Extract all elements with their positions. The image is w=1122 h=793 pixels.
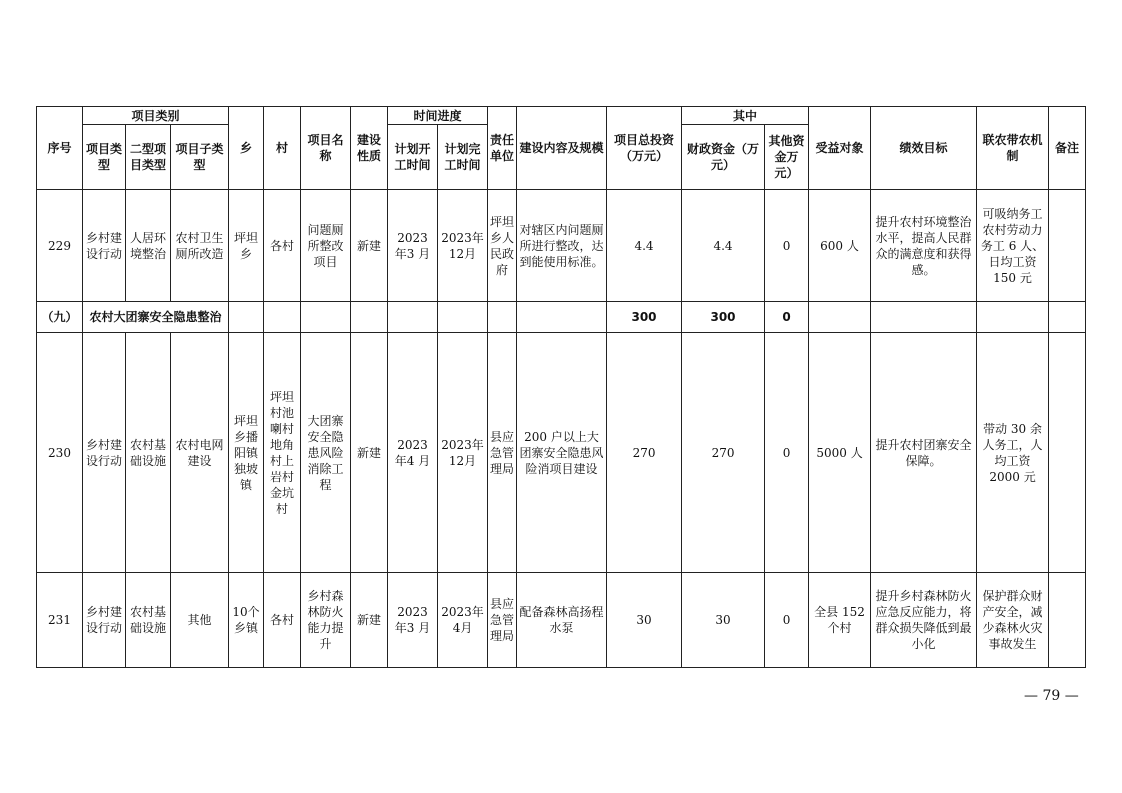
section-seq: （九）	[37, 302, 83, 333]
cell-township: 坪坦乡	[229, 190, 264, 302]
cell-mechanism: 保护群众财产安全，减少森林火灾事故发生	[977, 573, 1049, 668]
cell-other: 0	[765, 190, 809, 302]
header-other: 其他资金万元）	[765, 125, 809, 190]
cell-total: 270	[607, 333, 682, 573]
cell-sub-type: 农村卫生厕所改造	[171, 190, 229, 302]
cell-project-name: 乡村森林防火能力提升	[301, 573, 351, 668]
cell-sub-type2: 人居环境整治	[126, 190, 171, 302]
section-title: 农村大团寨安全隐患整治	[83, 302, 229, 333]
cell-end: 2023年 12月	[438, 190, 488, 302]
cell-fiscal: 4.4	[682, 190, 765, 302]
header-total: 项目总投资（万元）	[607, 107, 682, 190]
cell-unit: 县应急管理局	[488, 573, 517, 668]
header-nature: 建设性质	[351, 107, 388, 190]
cell-township: 坪坦乡播阳镇独坡镇	[229, 333, 264, 573]
cell-content: 对辖区内问题厕所进行整改，达到能使用标准。	[517, 190, 607, 302]
cell-start: 2023 年3 月	[388, 573, 438, 668]
cell-beneficiary: 600 人	[809, 190, 871, 302]
header-goal: 绩效目标	[871, 107, 977, 190]
header-time-group: 时间进度	[388, 107, 488, 125]
header-row-1	[37, 107, 1086, 125]
cell-note	[1049, 190, 1086, 302]
cell-goal: 提升农村环境整治水平，提高人民群众的满意度和获得感。	[871, 190, 977, 302]
cell-beneficiary: 5000 人	[809, 333, 871, 573]
cell-unit: 坪坦乡人民政府	[488, 190, 517, 302]
header-village: 村	[264, 107, 301, 190]
cell-type: 乡村建设行动	[83, 190, 126, 302]
cell-township: 10个乡镇	[229, 573, 264, 668]
cell-content: 200 户以上大团寨安全隐患风险消项目建设	[517, 333, 607, 573]
cell-goal: 提升农村团寨安全保障。	[871, 333, 977, 573]
cell-mechanism: 带动 30 余人务工，人均工资 2000 元	[977, 333, 1049, 573]
table-row	[37, 190, 1086, 302]
cell-mechanism: 可吸纳务工农村劳动力务工 6 人、日均工资 150 元	[977, 190, 1049, 302]
cell-village: 各村	[264, 573, 301, 668]
table-row	[37, 333, 1086, 573]
cell-goal: 提升乡村森林防火应急反应能力，将群众损失降低到最小化	[871, 573, 977, 668]
section-fiscal: 300	[682, 302, 765, 333]
cell-other: 0	[765, 573, 809, 668]
header-seq: 序号	[37, 107, 83, 190]
cell-project-name: 大团寨安全隐患风险消除工程	[301, 333, 351, 573]
cell-seq: 230	[37, 333, 83, 573]
section-other: 0	[765, 302, 809, 333]
cell-seq: 229	[37, 190, 83, 302]
cell-sub-type: 农村电网建设	[171, 333, 229, 573]
cell-note	[1049, 333, 1086, 573]
project-table	[36, 106, 1086, 668]
cell-fiscal: 30	[682, 573, 765, 668]
header-unit: 责任单位	[488, 107, 517, 190]
cell-type: 乡村建设行动	[83, 333, 126, 573]
cell-sub-type2: 农村基础设施	[126, 333, 171, 573]
cell-start: 2023 年3 月	[388, 190, 438, 302]
header-project-name: 项目名称	[301, 107, 351, 190]
header-start: 计划开工时间	[388, 125, 438, 190]
header-fiscal: 财政资金（万元）	[682, 125, 765, 190]
cell-start: 2023 年4 月	[388, 333, 438, 573]
header-category-group: 项目类别	[83, 107, 229, 125]
cell-note	[1049, 573, 1086, 668]
cell-total: 30	[607, 573, 682, 668]
table-row	[37, 573, 1086, 668]
cell-nature: 新建	[351, 333, 388, 573]
header-mechanism: 联农带农机制	[977, 107, 1049, 190]
cell-other: 0	[765, 333, 809, 573]
cell-end: 2023年 12月	[438, 333, 488, 573]
header-type: 项目类型	[83, 125, 126, 190]
header-sub-type2: 二型项目类型	[126, 125, 171, 190]
cell-fiscal: 270	[682, 333, 765, 573]
header-note: 备注	[1049, 107, 1086, 190]
section-row	[37, 302, 1086, 333]
header-end: 计划完工时间	[438, 125, 488, 190]
header-township: 乡	[229, 107, 264, 190]
section-total: 300	[607, 302, 682, 333]
header-content: 建设内容及规模	[517, 107, 607, 190]
cell-total: 4.4	[607, 190, 682, 302]
header-among-group: 其中	[682, 107, 809, 125]
cell-end: 2023年 4月	[438, 573, 488, 668]
cell-sub-type: 其他	[171, 573, 229, 668]
header-sub-type: 项目子类型	[171, 125, 229, 190]
cell-project-name: 问题厕所整改项目	[301, 190, 351, 302]
cell-sub-type2: 农村基础设施	[126, 573, 171, 668]
cell-type: 乡村建设行动	[83, 573, 126, 668]
cell-seq: 231	[37, 573, 83, 668]
cell-beneficiary: 全县 152 个村	[809, 573, 871, 668]
cell-content: 配备森林高扬程水泵	[517, 573, 607, 668]
cell-nature: 新建	[351, 190, 388, 302]
cell-nature: 新建	[351, 573, 388, 668]
cell-unit: 县应急管理局	[488, 333, 517, 573]
page-number: — 79 —	[1024, 688, 1079, 704]
cell-village: 坪坦村池喇村地角村上岩村金坑村	[264, 333, 301, 573]
header-beneficiary: 受益对象	[809, 107, 871, 190]
cell-village: 各村	[264, 190, 301, 302]
